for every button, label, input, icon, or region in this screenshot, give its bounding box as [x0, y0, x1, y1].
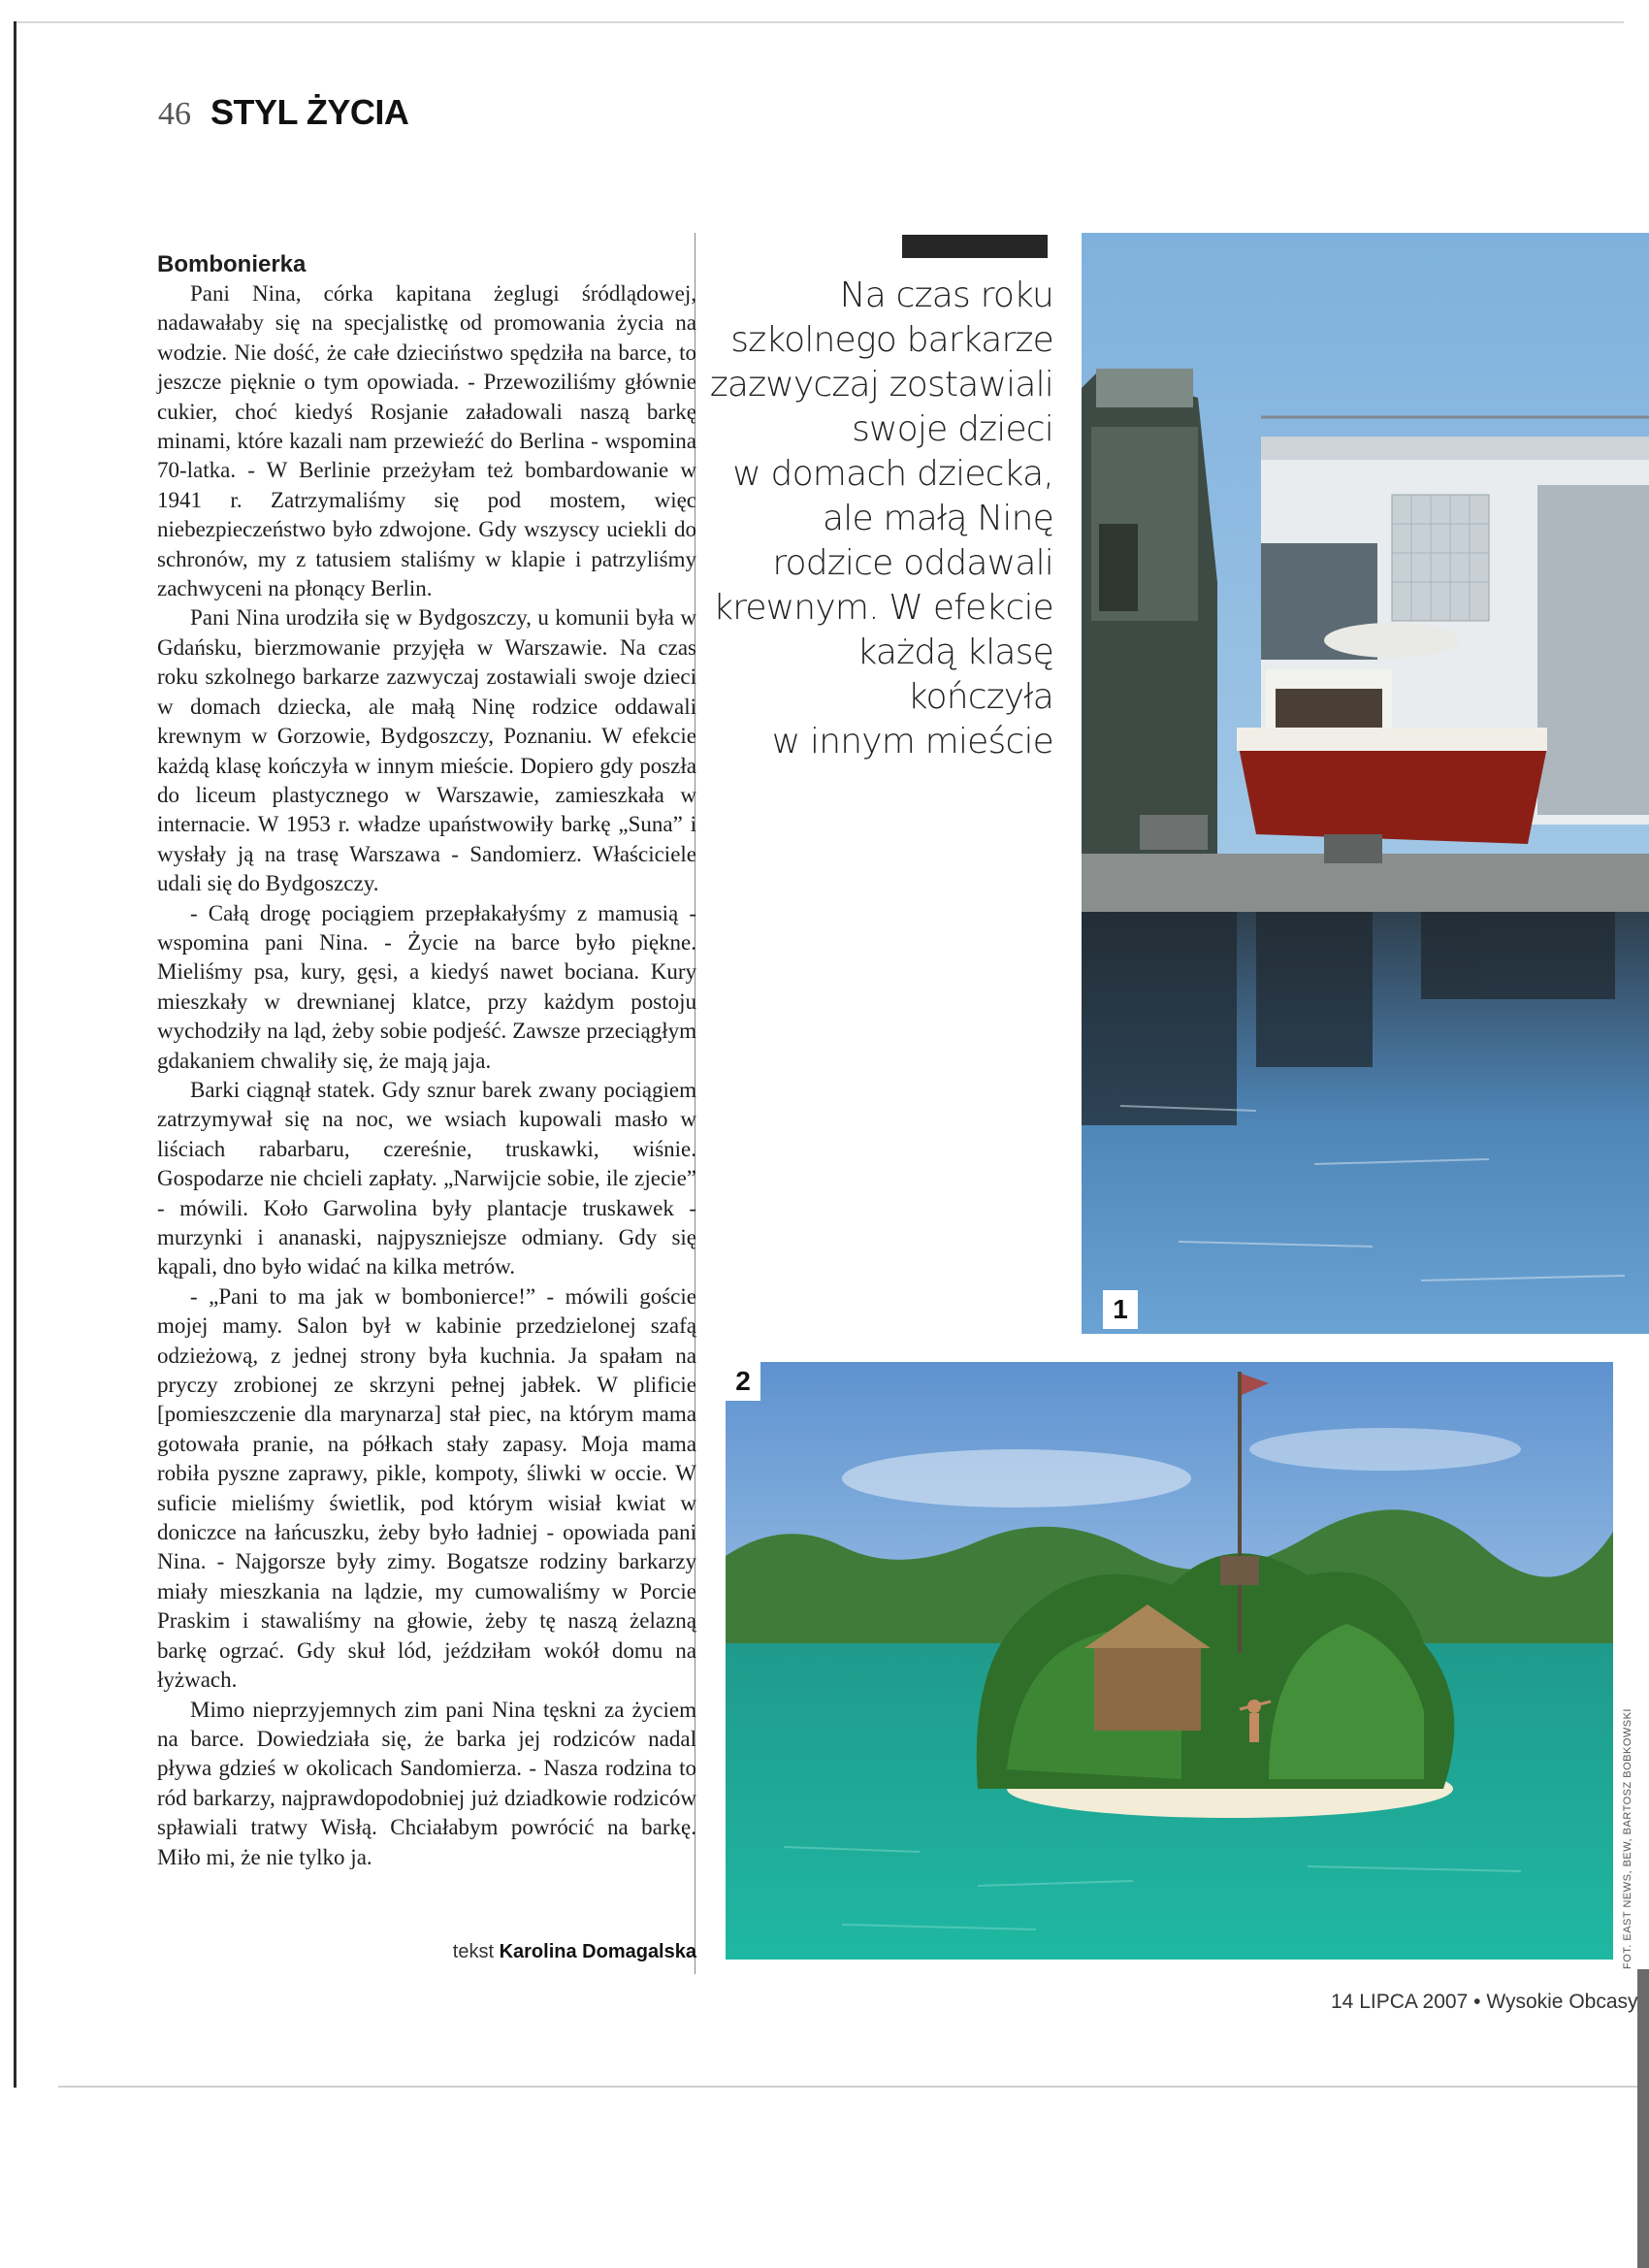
photo-credit [1622, 1707, 1641, 1969]
pullquote-line: krewnym. W efekcie [713, 588, 1053, 628]
article-body [157, 250, 696, 1872]
page-edge [14, 21, 1624, 23]
section-title: STYL ŻYCIA [210, 92, 409, 132]
page-edge-bottom [58, 2086, 1639, 2088]
pullquote-line: swoje dzieci [852, 409, 1053, 449]
pullquote [708, 274, 1053, 764]
pullquote-line: rodzice oddawali [772, 543, 1053, 583]
page-header [158, 92, 408, 133]
article-paragraph: - Całą drogę pociągiem przepłakałyśmy z mamusią - wspomina pani Nina. - Życie na barce było piękne. Mieliśmy psa, kury, gęsi, a kiedyś nawet bociana. Kury mieszkały w drewnianej klatce, przy każdym postoju wychodziły na ląd, żeby sobie podjeść. Zawsze przeciągłym gdakaniem chwaliły się, że mają jaja. [157, 900, 696, 1073]
byline-author: Karolina Domagalska [499, 1941, 696, 1962]
photo-island [726, 1362, 1613, 1960]
article-paragraph: Pani Nina, córka kapitana żeglugi śródlądowej, nadawałaby się na specjalistkę od promowania życia na wodzie. Nie dość, że całe dzieciństwo spędziła na barce, to jeszcze pięknie o tym opowiada. - Przewoziliśmy głównie cukier, choć kiedyś Rosjanie załadowali naszą barkę minami, które kazali nam przewieźć do Berlina - wspomina 70-latka. - W Berlinie przeżyłam też bombardowanie w 1941 r. Zatrzymaliśmy się pod mostem, więc niebezpieczeństwo było zdwojone. Gdy wszyscy uciekli do schronów, my z tatusiem staliśmy w klapie i patrzyliśmy zachwyceni na płonący Berlin. [157, 281, 696, 601]
article-paragraph: - „Pani to ma jak w bombonierce!” - mówili goście mojej mamy. Salon był w kabinie przedzielonej szafą odzieżową, z jednej strony była kuchnia. Ja spałam na pryczy zrobionej ze skrzyni pełnej jabłek. W plificie [pomieszczenie dla marynarza] stał piec, na którym mama gotowała pranie, na półkach stały zapasy. Moja mama robiła pyszne zaprawy, pikle, kompoty, śliwki w occie. W suficie mieliśmy świetlik, pod którym wisiał kwiat w doniczce na łańcuszku, żeby było ładniej - opowiada pani Nina. - Najgorsze były zimy. Bogatsze rodziny barkarzy miały mieszkania na lądzie, my cumowaliśmy w Porcie Praskim i stawaliśmy na głowie, żeby tę naszą żelazną barkę ogrzać. Gdy skuł lód, jeździłam wokół domu na łyżwach. [157, 1283, 696, 1693]
byline [453, 1941, 696, 1963]
footer-date: 14 LIPCA 2007 [1331, 1991, 1469, 2013]
pullquote-line: Na czas roku [839, 275, 1053, 315]
photo-number-2: 2 [726, 1362, 760, 1401]
byline-prefix: tekst [452, 1941, 495, 1962]
article-subhead: Bombonierka [157, 251, 307, 277]
page-footer [1331, 1991, 1638, 2014]
adjacent-page-strip [1637, 1969, 1649, 2268]
pullquote-line: w innym mieście [771, 722, 1053, 761]
pullquote-line: ale małą Ninę [822, 499, 1053, 538]
pullquote-line: każdą klasę kończyła [857, 632, 1053, 717]
photo-houseboats [1082, 233, 1649, 1334]
pullquote-bar [902, 235, 1048, 258]
pullquote-line: zazwyczaj zostawiali [709, 365, 1053, 405]
photo-houseboats-image [1082, 233, 1649, 1334]
footer-magazine: Wysokie Obcasy [1486, 1991, 1638, 2013]
article-paragraph: Mimo nieprzyjemnych zim pani Nina tęskni za życiem na barce. Dowiedziała się, że barka jej rodziców nadal pływa gdzieś w okolicach Sandomierza. - Nasza rodzina to ród barkarzy, najprawdopodobniej już dziadkowie rodziców spławiali tratwy Wisłą. Chciałabym powrócić na barkę. Miło mi, że nie tylko ja. [157, 1697, 696, 1869]
article-paragraph: Barki ciągnął statek. Gdy sznur barek zwany pociągiem zatrzymywał się na noc, we wsiach kupowali masło w liściach rabarbaru, czereśnie, truskawki, wiśnie. Gospodarze nie chcieli zapłaty. „Narwijcie sobie, ile zjecie” - mówili. Koło Garwolina były plantacje truskawek - murzynki i ananaski, najpyszniejsze odmiany. Gdy się kąpali, dno było widać na kilka metrów. [157, 1077, 696, 1280]
pullquote-line: w domach dziecka, [732, 454, 1053, 494]
page-binding-edge [14, 21, 16, 2088]
footer-separator: • [1473, 1991, 1481, 2013]
pullquote-line: szkolnego barkarze [730, 320, 1053, 360]
article-paragraph: Pani Nina urodziła się w Bydgoszczy, u komunii była w Gdańsku, bierzmowanie przyjęła w Warszawie. Na czas roku szkolnego barkarze zazwyczaj zostawiali swoje dzieci w domach dziecka, ale małą Ninę rodzice oddawali krewnym w Gorzowie, Bydgoszczy, Poznaniu. W efekcie każdą klasę kończyła w innym mieście. Dopiero gdy poszła do liceum plastycznego w Warszawie, zamieszkała w internacie. W 1953 r. władze upaństwowiły barkę „Suna” i wysłały ją na trasę Warszawa - Sandomierz. Właściciele udali się do Bydgoszczy. [157, 605, 696, 896]
photo-island-image [726, 1362, 1613, 1960]
photo-number-1: 1 [1103, 1290, 1138, 1329]
photo-credit-text: FOT. EAST NEWS, BEW, BARTOSZ BOBKOWSKI [1622, 1708, 1633, 1969]
page-number: 46 [158, 96, 191, 132]
